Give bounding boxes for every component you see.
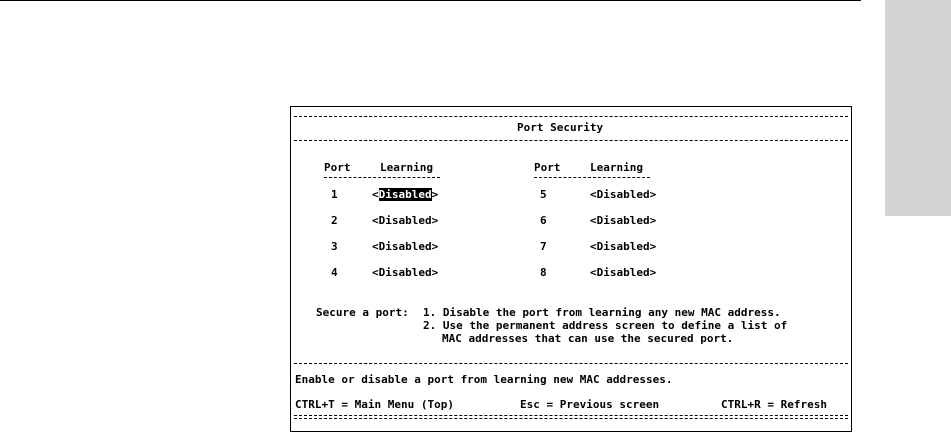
terminal-window (290, 106, 852, 432)
left-header-underline (324, 177, 440, 178)
page-top-rule (0, 0, 861, 1)
help-step-2-line-2: MAC addresses that can use the secured port. (442, 332, 734, 345)
title-dashed-rule (294, 140, 848, 141)
port-5-learning-value: Disabled (596, 188, 650, 201)
port-number-5: 5 (540, 188, 547, 201)
port-number-1: 1 (331, 188, 338, 201)
port-number-6: 6 (540, 214, 547, 227)
help-step-1: 1. Disable the port from learning any new MAC address. (423, 306, 781, 319)
refresh-shortcut[interactable]: CTRL+R = Refresh (721, 398, 827, 411)
previous-screen-shortcut[interactable]: Esc = Previous screen (520, 398, 660, 411)
screen-title: Port Security (517, 121, 604, 134)
port-1-learning-field[interactable]: <Disabled> (372, 188, 439, 201)
bottom-double-rule (294, 415, 848, 419)
port-8-learning-field[interactable]: <Disabled> (590, 266, 657, 279)
port-4-learning-field[interactable]: <Disabled> (372, 266, 439, 279)
port-number-3: 3 (331, 240, 338, 253)
port-1-learning-value[interactable]: Disabled (378, 188, 432, 201)
status-dashed-rule (294, 363, 848, 364)
port-number-7: 7 (540, 240, 547, 253)
port-number-4: 4 (331, 266, 338, 279)
port-number-8: 8 (540, 266, 547, 279)
port-6-learning-value: Disabled (596, 214, 650, 227)
port-8-learning-value: Disabled (596, 266, 650, 279)
help-step-2-line-1: 2. Use the permanent address screen to define a list of (423, 319, 788, 332)
status-message: Enable or disable a port from learning new MAC addresses. (295, 373, 673, 386)
port-2-learning-value: Disabled (378, 214, 432, 227)
port-6-learning-field[interactable]: <Disabled> (590, 214, 657, 227)
right-port-header: Port (534, 161, 561, 174)
side-tab-marker (885, 0, 951, 216)
left-learning-header: Learning (380, 161, 433, 174)
port-3-learning-field[interactable]: <Disabled> (372, 240, 439, 253)
help-label: Secure a port: (316, 306, 409, 319)
top-dashed-rule (294, 116, 848, 117)
port-7-learning-field[interactable]: <Disabled> (590, 240, 657, 253)
port-3-learning-value: Disabled (378, 240, 432, 253)
port-4-learning-value: Disabled (378, 266, 432, 279)
left-port-header: Port (324, 161, 351, 174)
right-header-underline (534, 177, 650, 178)
port-number-2: 2 (331, 214, 338, 227)
port-7-learning-value: Disabled (596, 240, 650, 253)
main-menu-shortcut[interactable]: CTRL+T = Main Menu (Top) (295, 398, 454, 411)
right-learning-header: Learning (590, 161, 643, 174)
port-5-learning-field[interactable]: <Disabled> (590, 188, 657, 201)
port-2-learning-field[interactable]: <Disabled> (372, 214, 439, 227)
